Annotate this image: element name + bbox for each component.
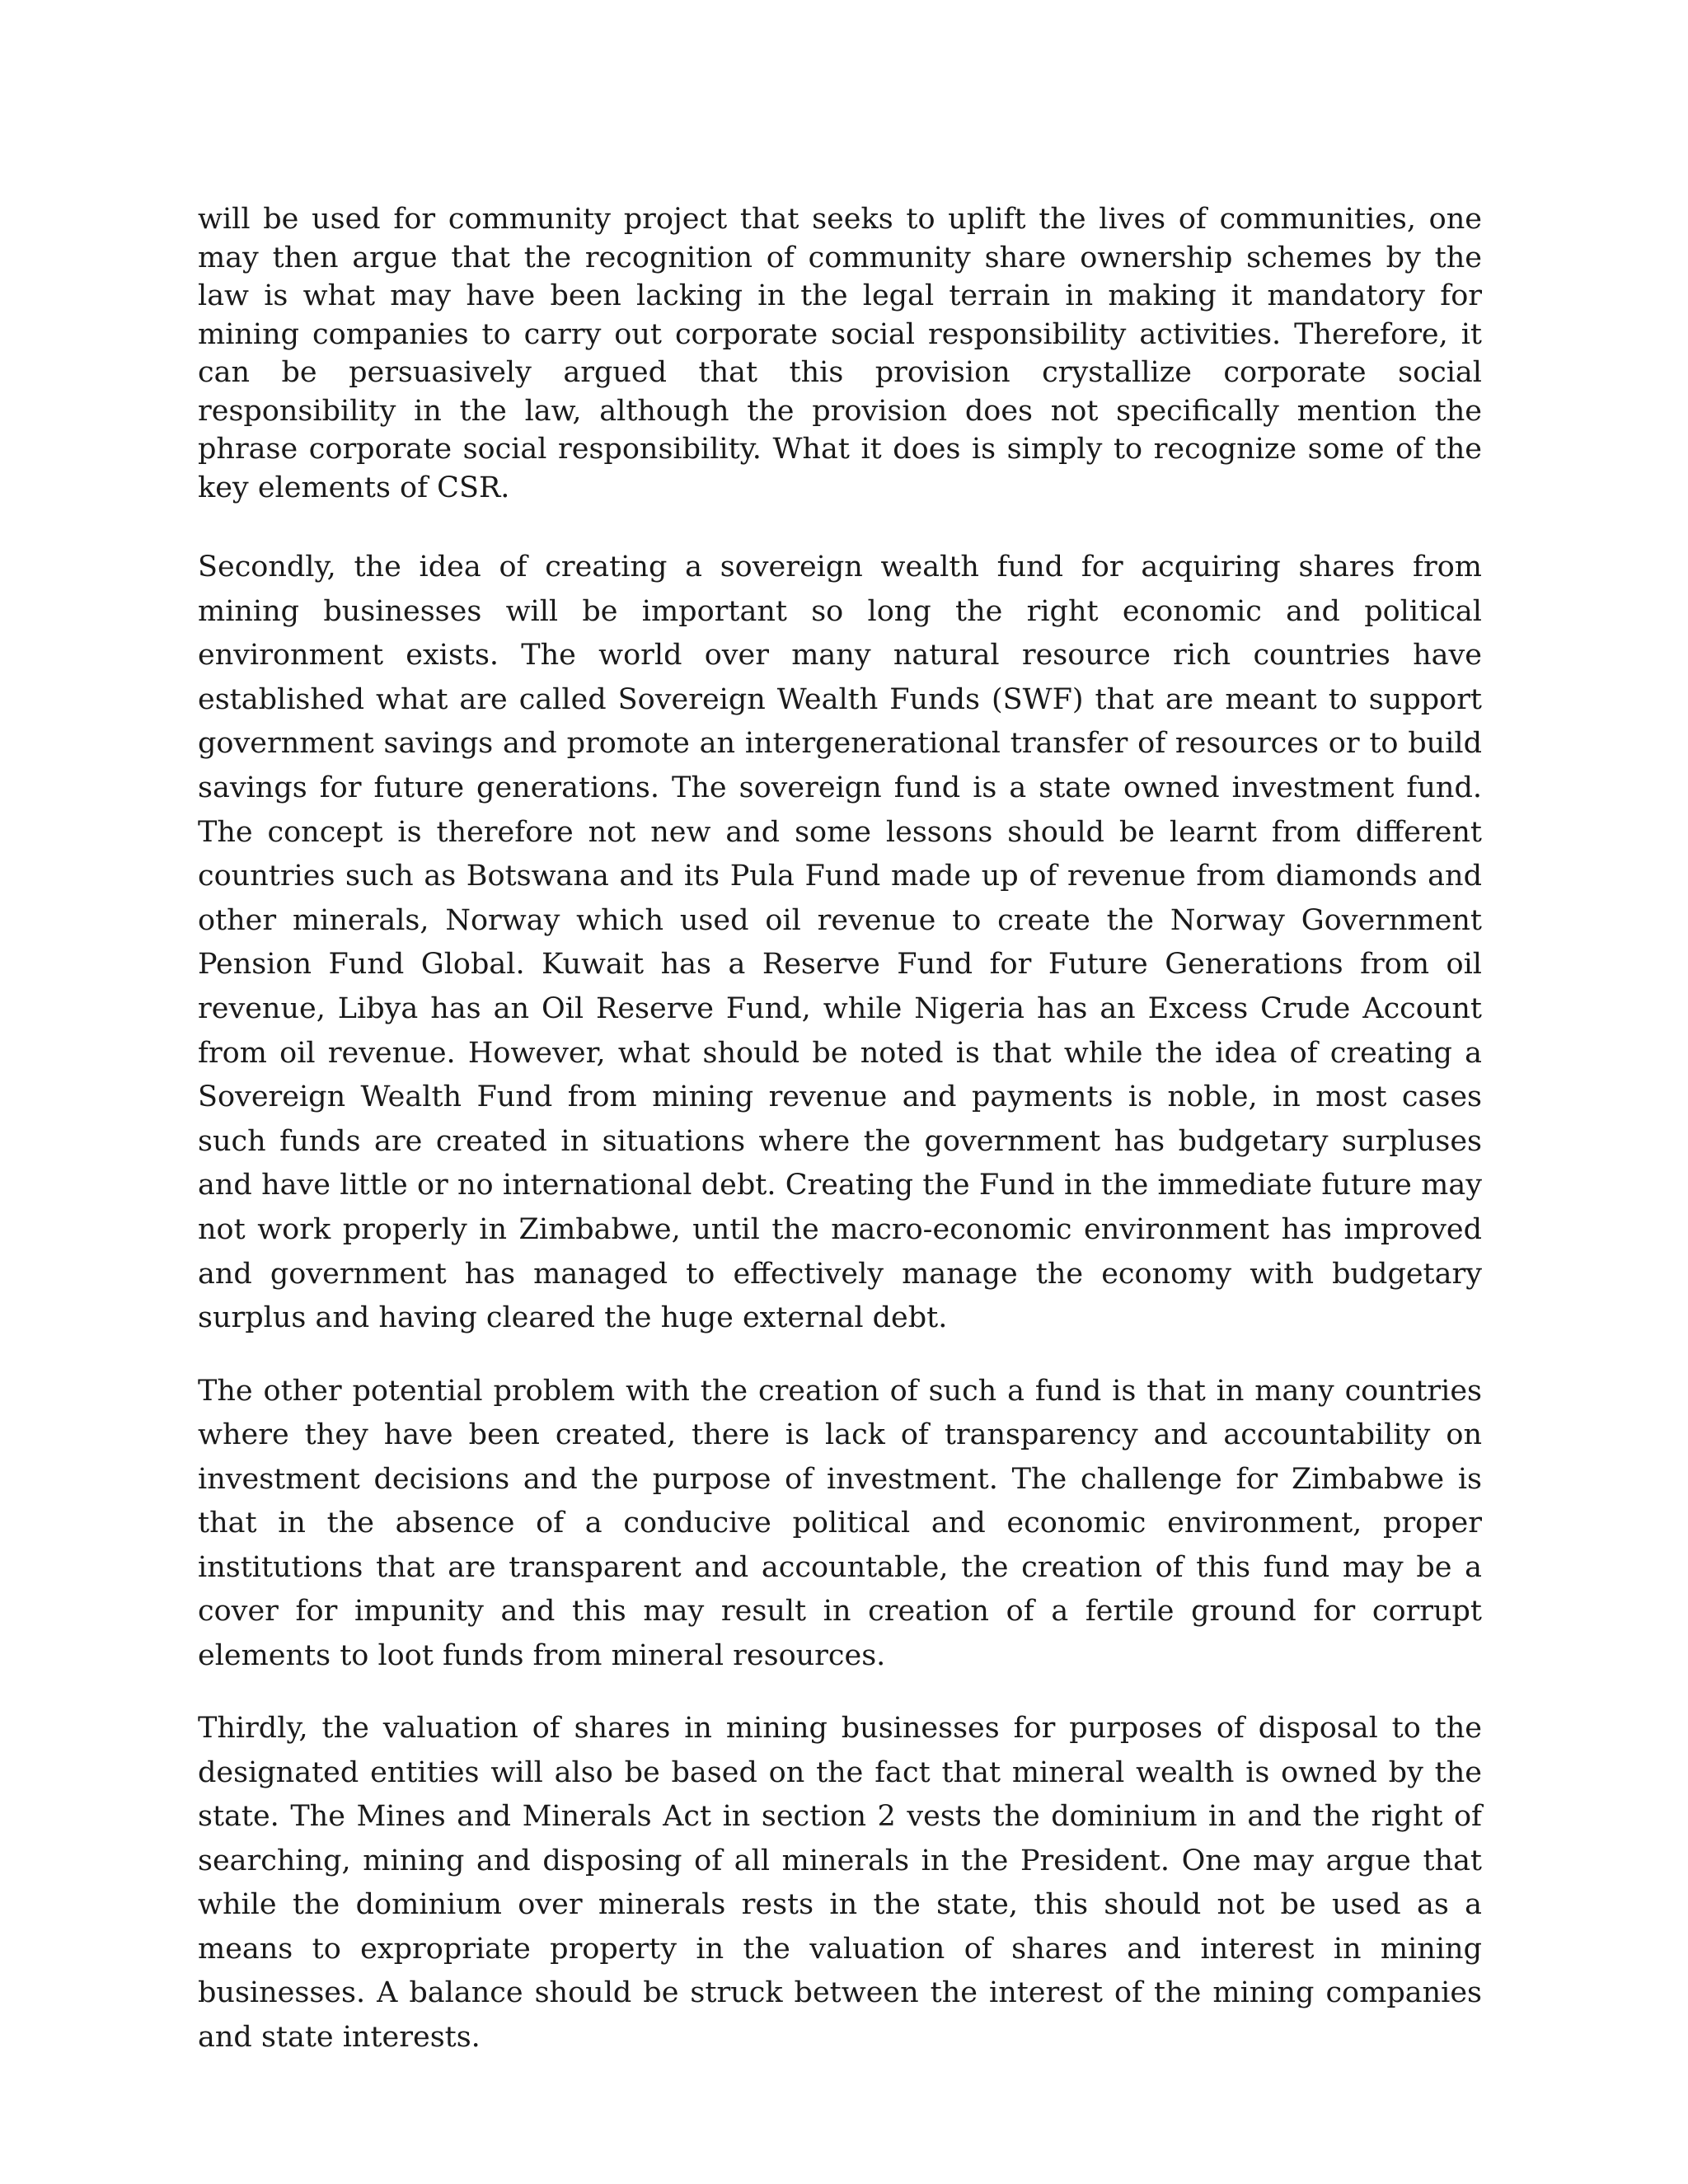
paragraph-continuation: will be used for community project that seeks to uplift the lives of communities, one may then argue that the recognition of community share ownership schemes by the law is what may have been lacking in the legal terrain in making it mandatory for mining companies to carry out corporate social responsibility activities. Therefore, it can be persuasively argued that this provision crystallize corporate social responsibility in the law, although the provision does not specifically mention the phrase corporate social responsibility. What it does is simply to recognize some of the key elements of CSR. <box>198 203 1482 504</box>
paragraph-sovereign-wealth-fund: Secondly, the idea of creating a sovereign wealth fund for acquiring shares from mining businesses will be important so long the right economic and political environment exists. The world over many natural resource rich countries have established what are called Sovereign Wealth Funds (SWF) that are meant to support government savings and promote an intergenerational transfer of resources or to build savings for future generations. The sovereign fund is a state owned investment fund. The concept is therefore not new and some lessons should be learnt from different countries such as Botswana and its Pula Fund made up of revenue from diamonds and other minerals, Norway which used oil revenue to create the Norway Government Pension Fund Global. Kuwait has a Reserve Fund for Future Generations from oil revenue, Libya has an Oil Reserve Fund, while Nigeria has an Excess Crude Account from oil revenue. However, what should be noted is that while the idea of creating a Sovereign Wealth Fund from mining revenue and payments is noble, in most cases such funds are created in situations where the government has budgetary surpluses and have little or no international debt. Creating the Fund in the immediate future may not work properly in Zimbabwe, until the macro-economic environment has improved and government has managed to effectively manage the economy with budgetary surplus and having cleared the huge external debt. <box>198 551 1482 1335</box>
paragraph-transparency-problem: The other potential problem with the creation of such a fund is that in many countries where they have been created, there is lack of transparency and accountability on investment decisions and the purpose of investment. The challenge for Zimbabwe is that in the absence of a conducive political and economic environment, proper institutions that are transparent and accountable, the creation of this fund may be a cover for impunity and this may result in creation of a fertile ground for corrupt elements to loot funds from mineral resources. <box>198 1374 1482 1672</box>
paragraph-share-valuation: Thirdly, the valuation of shares in mining businesses for purposes of disposal to the designated entities will also be based on the fact that mineral wealth is owned by the state. The Mines and Minerals Act in section 2 vests the dominium in and the right of searching, mining and disposing of all minerals in the President. One may argue that while the dominium over minerals rests in the state, this should not be used as a means to expropriate property in the valuation of shares and interest in mining businesses. A balance should be struck between the interest of the mining companies and state interests. <box>198 1712 1482 2054</box>
document-body <box>198 200 1482 2060</box>
